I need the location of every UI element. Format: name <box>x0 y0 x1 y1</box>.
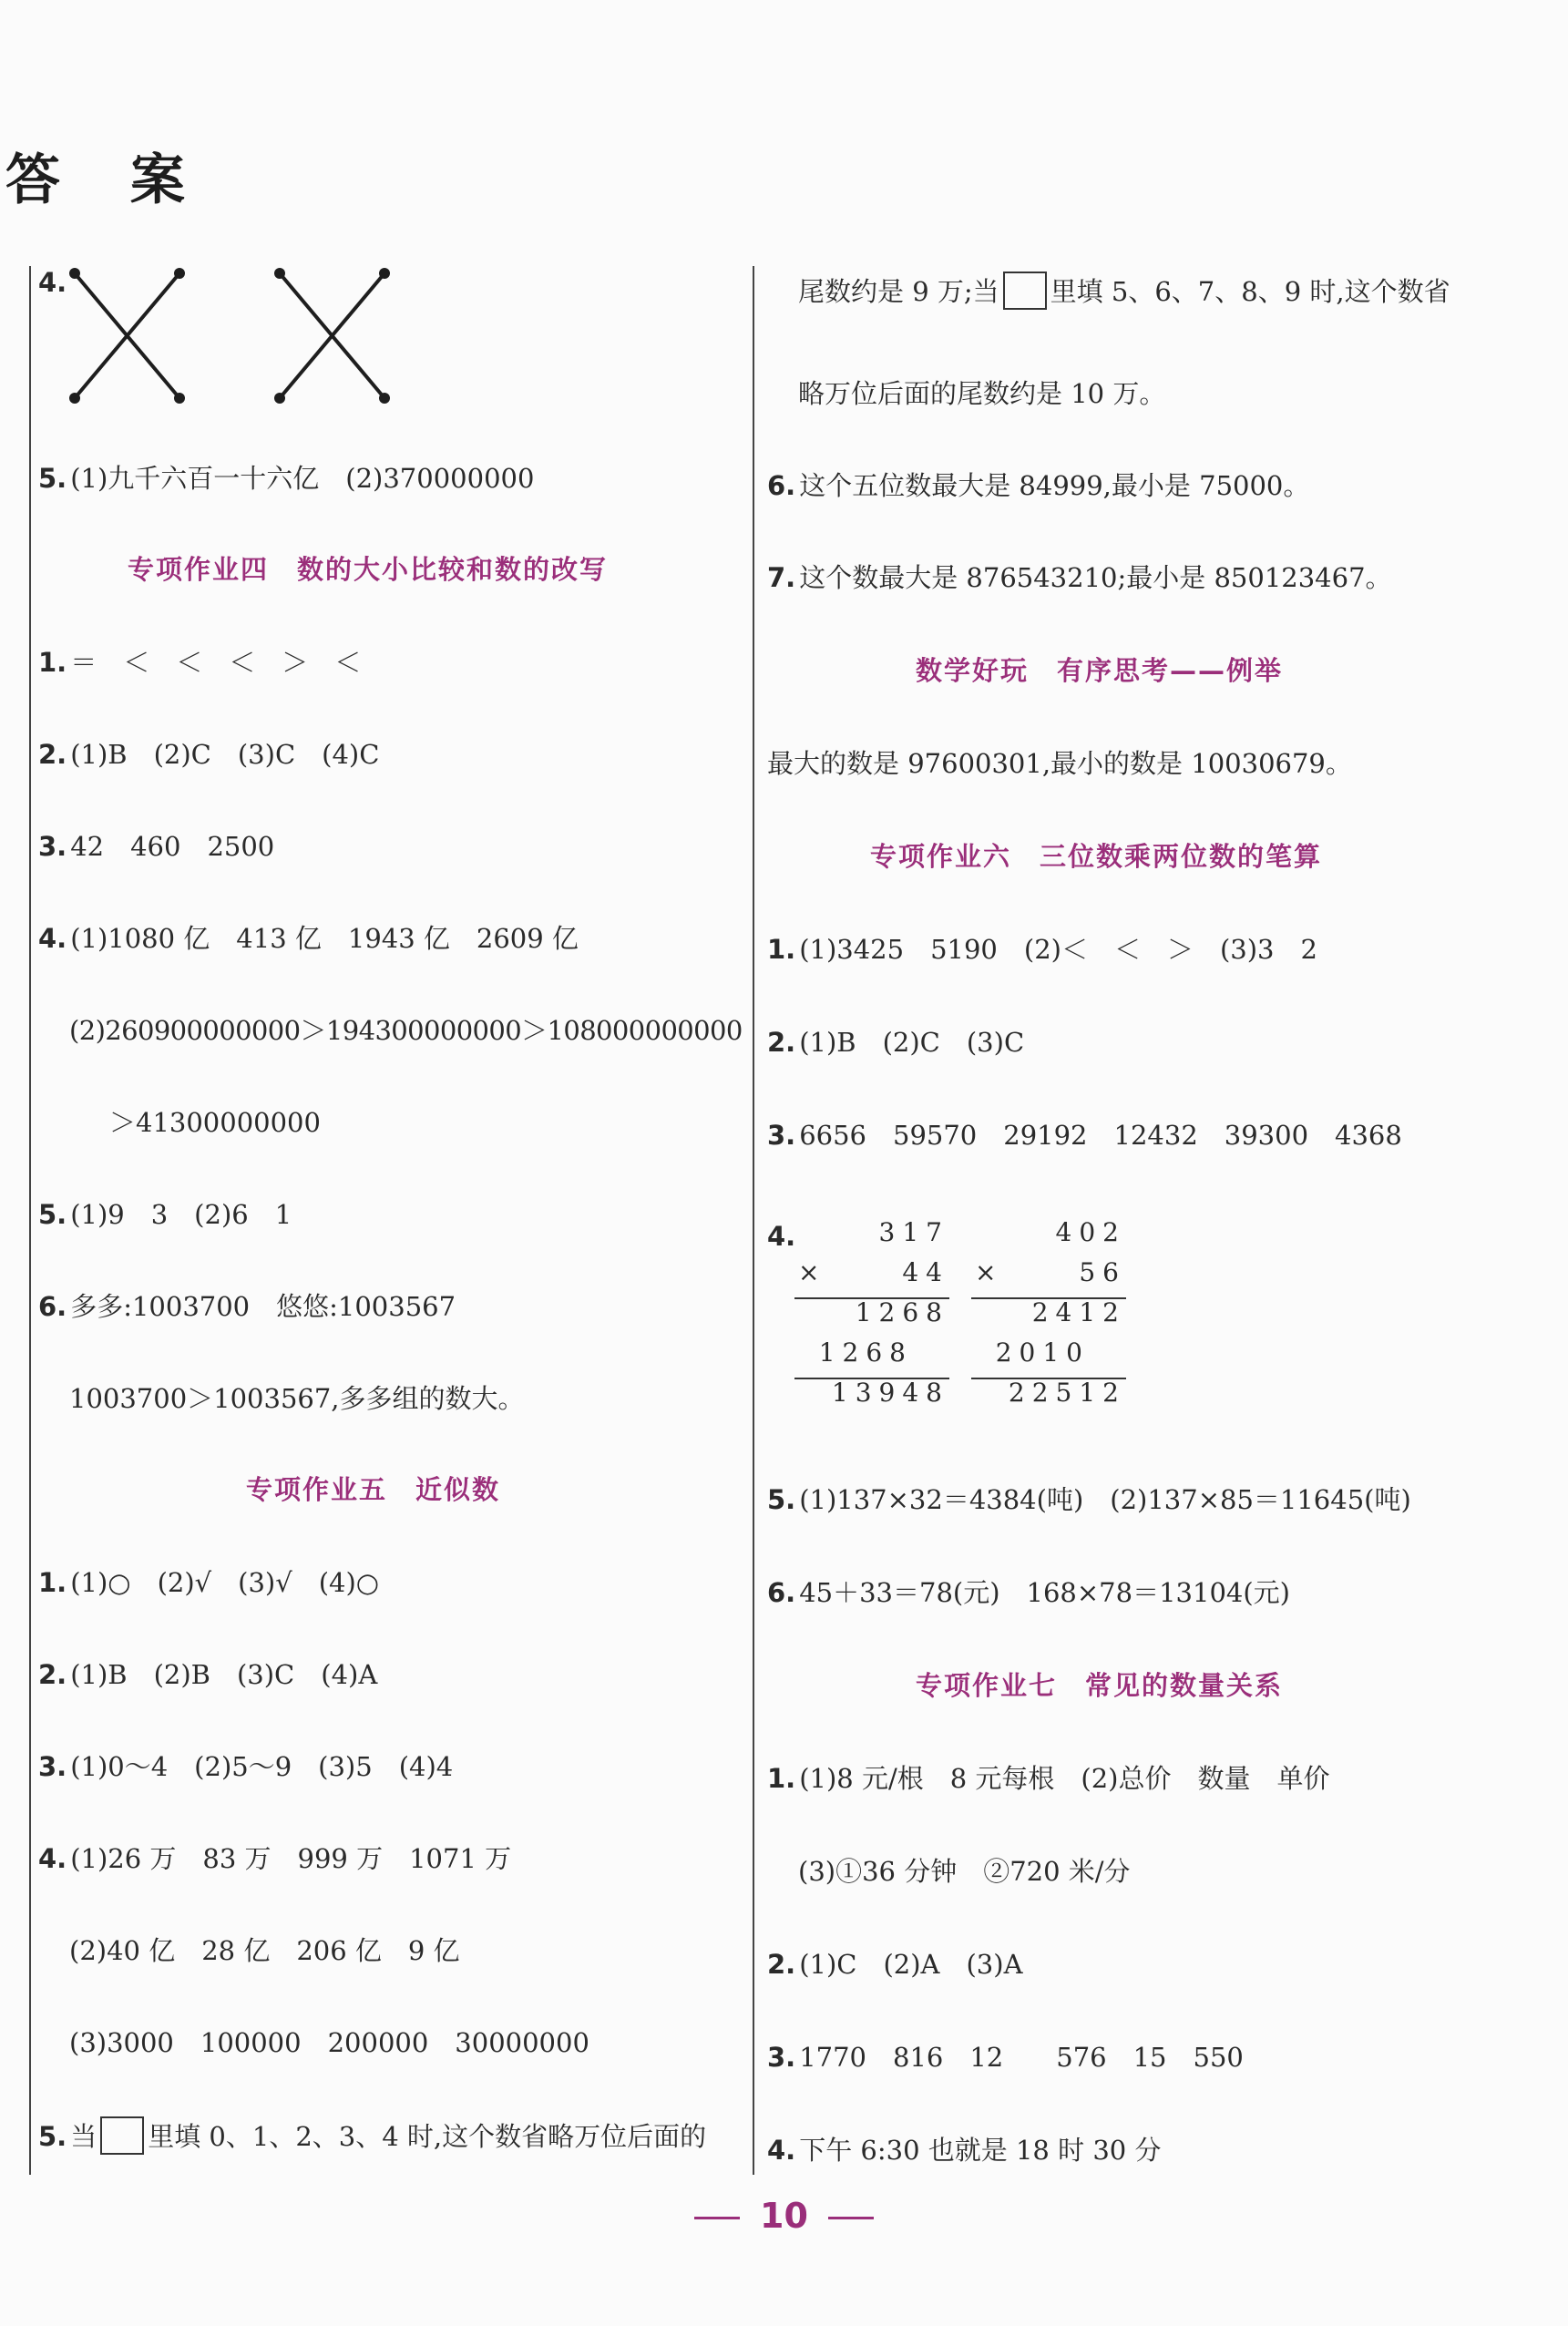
partial-product-2: 2010 <box>995 1337 1090 1368</box>
answer-line: 7. 这个数最大是 876543210;最小是 850123467。 <box>767 562 1392 593</box>
answer-line: 尾数约是 9 万;当 里填 5、6、7、8、9 时,这个数省 <box>798 272 1450 310</box>
multiplicand: 317 <box>878 1217 949 1247</box>
dot <box>274 268 285 279</box>
page-number: 10 <box>0 2196 1568 2236</box>
answer-line: 2. (1)B (2)C (3)C <box>767 1027 1025 1058</box>
dot <box>379 268 390 279</box>
answer-line: 5. (1)9 3 (2)6 1 <box>38 1199 292 1230</box>
dot <box>174 393 185 404</box>
product: 22512 <box>1008 1378 1126 1408</box>
blank-box <box>1003 272 1047 310</box>
answer-line: 2. (1)B (2)C (3)C (4)C <box>38 739 380 770</box>
page-number-dash <box>694 2217 740 2219</box>
answer-line: 5. 当 里填 0、1、2、3、4 时,这个数省略万位后面的 <box>38 2116 706 2155</box>
partial-product-2: 1268 <box>818 1337 913 1368</box>
answer-line: 3. 6656 59570 29192 12432 39300 4368 <box>767 1120 1402 1151</box>
section-title-7: 专项作业七 常见的数量关系 <box>916 1670 1284 1701</box>
answer-line: 6. 多多:1003700 悠悠:1003567 <box>38 1291 456 1322</box>
page-title: 答 案 <box>5 149 210 212</box>
answer-line: 最大的数是 97600301,最小的数是 10030679。 <box>767 748 1352 779</box>
answer-line: 4. (1)1080 亿 413 亿 1943 亿 2609 亿 <box>38 923 579 954</box>
product: 13948 <box>831 1378 949 1408</box>
section-title-5: 专项作业五 近似数 <box>246 1474 501 1505</box>
multiplicand: 402 <box>1055 1217 1126 1247</box>
answer-line: 略万位后面的尾数约是 10 万。 <box>798 378 1166 409</box>
section-title-6: 专项作业六 三位数乘两位数的笔算 <box>870 841 1323 872</box>
answer-line: 1003700＞1003567,多多组的数大。 <box>69 1383 525 1414</box>
answer-line: 6. 这个五位数最大是 84999,最小是 75000。 <box>767 470 1310 501</box>
multiplication-2 <box>971 1212 1126 1421</box>
question-4-label: 4. <box>38 267 67 298</box>
answer-line: 4. 下午 6:30 也就是 18 时 30 分 <box>767 2135 1162 2166</box>
matching-pair-2 <box>280 273 384 398</box>
blank-box <box>100 2116 144 2155</box>
answer-line: 3. (1)0～4 (2)5～9 (3)5 (4)4 <box>38 1751 454 1782</box>
answer-line: 3. 1770 816 12 576 15 550 <box>767 2042 1244 2073</box>
section-title-fun: 数学好玩 有序思考——例举 <box>916 655 1284 686</box>
column-divider <box>753 266 754 2175</box>
dot <box>174 268 185 279</box>
answer-line: ＞41300000000 <box>109 1107 321 1138</box>
answer-line: 1. (1)○ (2)√ (3)√ (4)○ <box>38 1567 380 1598</box>
operator: × <box>975 1257 1004 1287</box>
answer-line: (3)①36 分钟 ②720 米/分 <box>798 1856 1131 1887</box>
answer-line: 6. 45＋33＝78(元) 168×78＝13104(元) <box>767 1577 1290 1608</box>
answer-line: 1. (1)3425 5190 (2)＜ ＜ ＞ (3)3 2 <box>767 934 1317 965</box>
section-title-4: 专项作业四 数的大小比较和数的改写 <box>128 554 609 585</box>
partial-product-1: 1268 <box>855 1297 949 1327</box>
answer-line: (3)3000 100000 200000 30000000 <box>69 2027 589 2058</box>
dot <box>379 393 390 404</box>
answer-line: (2)260900000000＞194300000000＞108000000000 <box>69 1015 743 1046</box>
matching-pair-1 <box>75 273 179 398</box>
answer-line: (2)40 亿 28 亿 206 亿 9 亿 <box>69 1935 460 1966</box>
answer-line: 2. (1)B (2)B (3)C (4)A <box>38 1659 378 1690</box>
multiplier: 44 <box>902 1257 949 1287</box>
dot <box>69 393 80 404</box>
dot <box>69 268 80 279</box>
multiplication-1 <box>794 1212 949 1421</box>
answer-line: 4. (1)26 万 83 万 999 万 1071 万 <box>38 1843 512 1874</box>
left-margin-rule <box>29 266 31 2175</box>
answer-line: 3. 42 460 2500 <box>38 831 275 862</box>
question-5: 5. (1)九千六百一十六亿 (2)370000000 <box>38 463 535 494</box>
answer-line: 1. (1)8 元/根 8 元每根 (2)总价 数量 单价 <box>767 1763 1330 1794</box>
dot <box>274 393 285 404</box>
answer-line: 5. (1)137×32＝4384(吨) (2)137×85＝11645(吨) <box>767 1484 1411 1515</box>
question-4-label: 4. <box>767 1221 796 1252</box>
answer-line: 2. (1)C (2)A (3)A <box>767 1949 1023 1980</box>
answer-line: 1. ＝ ＜ ＜ ＜ ＞ ＜ <box>38 647 362 678</box>
partial-product-1: 2412 <box>1031 1297 1126 1327</box>
multiplier: 56 <box>1079 1257 1126 1287</box>
operator: × <box>798 1257 827 1287</box>
page-number-dash <box>828 2217 874 2219</box>
matching-diagram <box>55 260 419 415</box>
